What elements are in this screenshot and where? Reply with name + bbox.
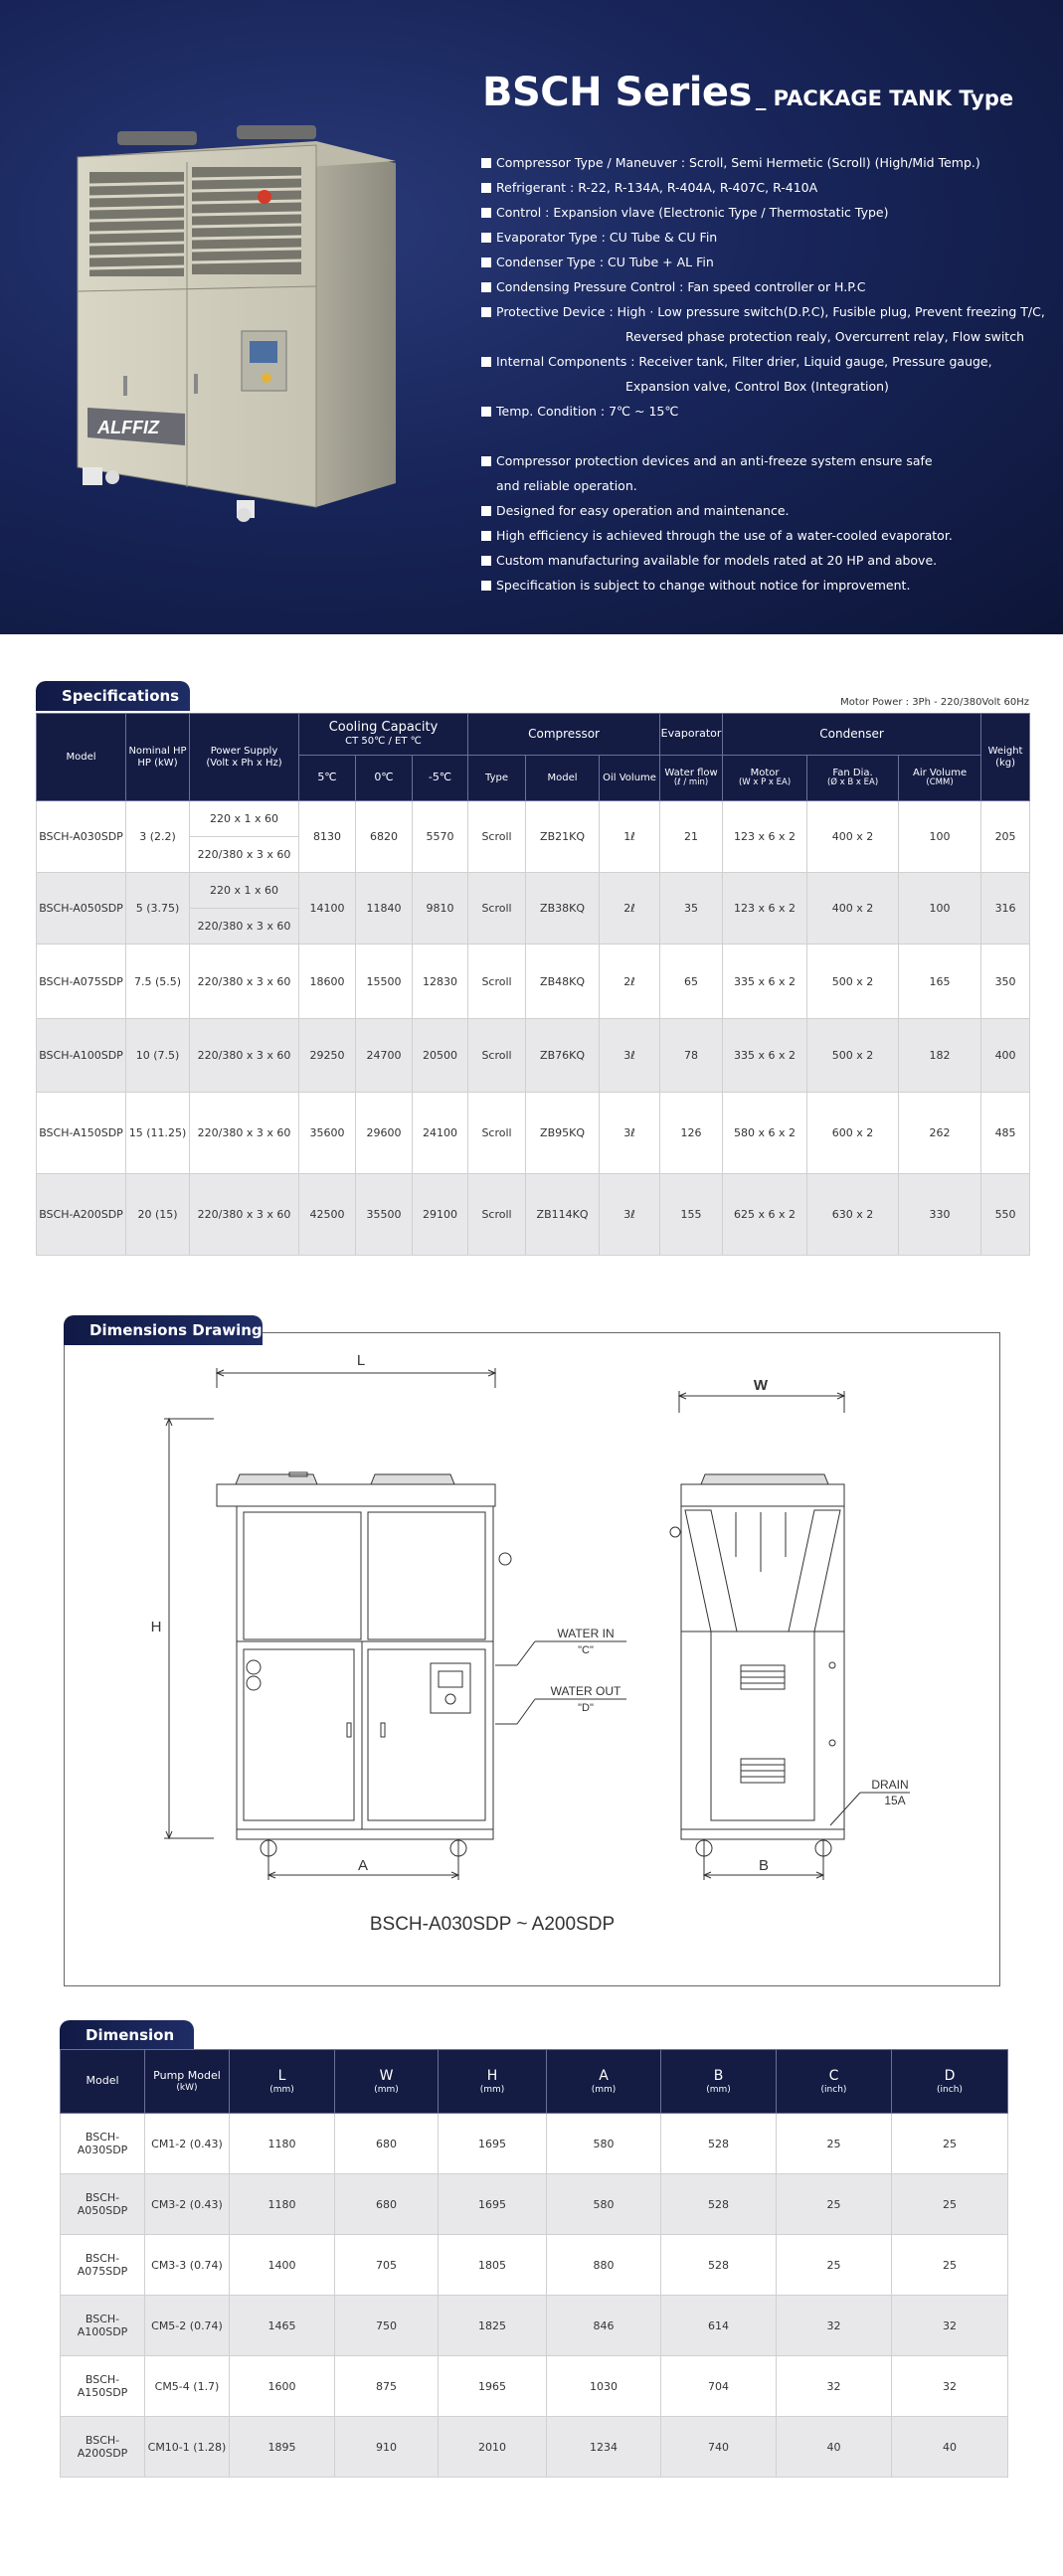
dimension-table [60, 2049, 1008, 2478]
table-cell: Scroll [468, 1174, 526, 1256]
table-cell: 25 [777, 2174, 892, 2235]
table-cell: ZB21KQ [526, 801, 600, 873]
table-cell: Scroll [468, 1093, 526, 1174]
table-cell: 1805 [439, 2235, 547, 2296]
feature-item: Condenser Type : CU Tube + AL Fin [480, 250, 1037, 274]
table-cell: 1825 [439, 2296, 547, 2356]
table-cell: 1695 [439, 2174, 547, 2235]
note-item: High efficiency is achieved through the use of a water-cooled evaporator. [480, 523, 1037, 548]
table-cell: 704 [661, 2356, 777, 2417]
col-air: Air Volume (CMM) [899, 756, 981, 801]
col-model: Model [37, 714, 126, 801]
table-cell: ZB38KQ [526, 873, 600, 945]
table-cell: CM5-4 (1.7) [145, 2356, 230, 2417]
col-motor: Motor (W x P x EA) [723, 756, 807, 801]
table-cell: 740 [661, 2417, 777, 2478]
water-out-code: "D" [578, 1702, 594, 1714]
dim-label-l: L [356, 1352, 366, 1369]
table-cell: ZB76KQ [526, 1019, 600, 1093]
table-cell: BSCH-A050SDP [61, 2174, 145, 2235]
table-cell: BSCH-A075SDP [37, 945, 126, 1019]
table-cell: 705 [335, 2235, 439, 2296]
table-cell: 5 (3.75) [126, 873, 190, 945]
table-cell: 123 x 6 x 2 [723, 873, 807, 945]
table-cell: 6820 [356, 801, 413, 873]
col-minus5c: -5℃ [413, 756, 468, 801]
table-cell: Scroll [468, 873, 526, 945]
table-cell: 8130 [299, 801, 356, 873]
table-cell: 123 x 6 x 2 [723, 801, 807, 873]
table-cell: 910 [335, 2417, 439, 2478]
col-water-flow: Water flow (ℓ / min) [660, 756, 723, 801]
col-comp-model: Model [526, 756, 600, 801]
table-cell: 350 [981, 945, 1030, 1019]
table-cell: 220 x 1 x 60 [190, 873, 299, 909]
table-cell: 220/380 x 3 x 60 [190, 909, 299, 945]
table-cell: 25 [892, 2114, 1008, 2174]
table-cell: 3ℓ [600, 1093, 660, 1174]
table-cell: 15 (11.25) [126, 1093, 190, 1174]
feature-list [480, 150, 1045, 598]
table-cell: CM3-2 (0.43) [145, 2174, 230, 2235]
table-cell: 1895 [230, 2417, 335, 2478]
col-model: Model [61, 2050, 145, 2114]
feature-item: Refrigerant : R-22, R-134A, R-404A, R-407C, R-410A [480, 175, 1037, 200]
table-cell: 29100 [413, 1174, 468, 1256]
table-cell: 155 [660, 1174, 723, 1256]
note-item: Custom manufacturing available for models rated at 20 HP and above. [480, 548, 1037, 573]
dim-label-b: B [758, 1857, 770, 1874]
dimension-tab: Dimension [60, 2020, 194, 2050]
table-cell: 1400 [230, 2235, 335, 2296]
dimensions-drawing-tab: Dimensions Drawing [64, 1315, 263, 1345]
table-cell: 12830 [413, 945, 468, 1019]
table-cell: Scroll [468, 801, 526, 873]
note-item: Compressor protection devices and an anti-freeze system ensure safe [480, 448, 1037, 473]
motor-power-note: Motor Power : 3Ph - 220/380Volt 60Hz [840, 697, 1029, 708]
table-cell: 528 [661, 2174, 777, 2235]
table-cell: CM1-2 (0.43) [145, 2114, 230, 2174]
table-cell: 220/380 x 3 x 60 [190, 1019, 299, 1093]
drain-size: 15A [884, 1794, 906, 1807]
table-cell: 875 [335, 2356, 439, 2417]
table-cell: 65 [660, 945, 723, 1019]
feature-item-continued: Expansion valve, Control Box (Integration) [625, 379, 889, 394]
brand-logo: ALFFIZ [97, 418, 159, 437]
table-cell: 1180 [230, 2114, 335, 2174]
table-cell: 528 [661, 2235, 777, 2296]
table-row [61, 2114, 1008, 2174]
table-cell: 32 [892, 2356, 1008, 2417]
col-5c: 5℃ [299, 756, 356, 801]
table-cell: 205 [981, 801, 1030, 873]
table-cell: 485 [981, 1093, 1030, 1174]
table-row [61, 2235, 1008, 2296]
col-condenser: Condenser [723, 714, 981, 756]
table-cell: 580 x 6 x 2 [723, 1093, 807, 1174]
table-cell: 220/380 x 3 x 60 [190, 1093, 299, 1174]
table-cell: 29600 [356, 1093, 413, 1174]
dim-label-w: W [753, 1377, 769, 1394]
col-hp: Nominal HP HP (kW) [126, 714, 190, 801]
table-cell: 528 [661, 2114, 777, 2174]
table-cell: 1600 [230, 2356, 335, 2417]
table-cell: 10 (7.5) [126, 1019, 190, 1093]
feature-item: Condensing Pressure Control : Fan speed controller or H.P.C [480, 274, 1037, 299]
table-cell: 1ℓ [600, 801, 660, 873]
table-cell: 500 x 2 [807, 1019, 899, 1093]
table-cell: 182 [899, 1019, 981, 1093]
table-cell: 400 x 2 [807, 801, 899, 873]
table-cell: 2ℓ [600, 945, 660, 1019]
table-cell: CM10-1 (1.28) [145, 2417, 230, 2478]
col-w: W (mm) [335, 2050, 439, 2114]
table-cell: 78 [660, 1019, 723, 1093]
table-cell: 680 [335, 2174, 439, 2235]
table-cell: 21 [660, 801, 723, 873]
table-cell: 25 [892, 2235, 1008, 2296]
table-row [61, 2417, 1008, 2478]
col-weight: Weight (kg) [981, 714, 1030, 801]
feature-item: Evaporator Type : CU Tube & CU Fin [480, 225, 1037, 250]
table-cell: 5570 [413, 801, 468, 873]
table-cell: 1695 [439, 2114, 547, 2174]
table-cell: 100 [899, 873, 981, 945]
table-cell: 1180 [230, 2174, 335, 2235]
table-cell: 35500 [356, 1174, 413, 1256]
table-cell: 42500 [299, 1174, 356, 1256]
table-cell: 3ℓ [600, 1174, 660, 1256]
table-cell: 165 [899, 945, 981, 1019]
col-fan: Fan Dia. (Ø x B x EA) [807, 756, 899, 801]
table-cell: BSCH-A150SDP [37, 1093, 126, 1174]
chiller-unit-image [68, 117, 416, 535]
table-cell: 220/380 x 3 x 60 [190, 1174, 299, 1256]
table-cell: 680 [335, 2114, 439, 2174]
table-cell: 32 [777, 2296, 892, 2356]
table-cell: 400 x 2 [807, 873, 899, 945]
table-cell: 2010 [439, 2417, 547, 2478]
table-cell: 40 [777, 2417, 892, 2478]
hero-banner [0, 0, 1063, 634]
table-cell: 1030 [547, 2356, 661, 2417]
table-cell: 2ℓ [600, 873, 660, 945]
water-in-code: "C" [578, 1644, 594, 1656]
note-item: Specification is subject to change without notice for improvement. [480, 573, 1037, 598]
table-cell: 25 [892, 2174, 1008, 2235]
table-cell: 9810 [413, 873, 468, 945]
table-cell: 35 [660, 873, 723, 945]
table-cell: 32 [892, 2296, 1008, 2356]
col-b: B (mm) [661, 2050, 777, 2114]
dimensions-drawing-frame [64, 1332, 1000, 1986]
col-type: Type [468, 756, 526, 801]
table-cell: BSCH-A030SDP [37, 801, 126, 873]
table-cell: 400 [981, 1019, 1030, 1093]
page-title: BSCH Series _ PACKAGE TANK Type [482, 70, 1014, 115]
table-cell: 3 (2.2) [126, 801, 190, 873]
table-cell: 500 x 2 [807, 945, 899, 1019]
table-cell: 880 [547, 2235, 661, 2296]
table-cell: Scroll [468, 945, 526, 1019]
table-cell: 262 [899, 1093, 981, 1174]
table-cell: 126 [660, 1093, 723, 1174]
table-cell: 846 [547, 2296, 661, 2356]
table-row [61, 2174, 1008, 2235]
col-oil: Oil Volume [600, 756, 660, 801]
table-cell: ZB114KQ [526, 1174, 600, 1256]
table-cell: BSCH-A075SDP [61, 2235, 145, 2296]
col-0c: 0℃ [356, 756, 413, 801]
table-cell: 600 x 2 [807, 1093, 899, 1174]
table-cell: 25 [777, 2114, 892, 2174]
table-cell: Scroll [468, 1019, 526, 1093]
table-cell: 35600 [299, 1093, 356, 1174]
table-cell: 29250 [299, 1019, 356, 1093]
col-l: L (mm) [230, 2050, 335, 2114]
dim-label-a: A [357, 1857, 369, 1874]
col-a: A (mm) [547, 2050, 661, 2114]
table-cell: CM5-2 (0.74) [145, 2296, 230, 2356]
table-cell: 614 [661, 2296, 777, 2356]
table-cell: BSCH-A200SDP [61, 2417, 145, 2478]
note-item-continued: and reliable operation. [496, 478, 637, 493]
specifications-table [36, 713, 1030, 1256]
table-cell: 3ℓ [600, 1019, 660, 1093]
table-cell: 625 x 6 x 2 [723, 1174, 807, 1256]
feature-item: Compressor Type / Maneuver : Scroll, Semi Hermetic (Scroll) (High/Mid Temp.) [480, 150, 1037, 175]
table-cell: 220/380 x 3 x 60 [190, 945, 299, 1019]
col-cooling: Cooling Capacity CT 50℃ / ET ℃ [299, 714, 468, 756]
col-pump-model: Pump Model (kW) [145, 2050, 230, 2114]
col-c: C (inch) [777, 2050, 892, 2114]
table-cell: 330 [899, 1174, 981, 1256]
table-cell: 220 x 1 x 60 [190, 801, 299, 837]
drawing-caption: BSCH-A030SDP ~ A200SDP [369, 1914, 616, 1935]
table-cell: 580 [547, 2174, 661, 2235]
col-d: D (inch) [892, 2050, 1008, 2114]
table-cell: 630 x 2 [807, 1174, 899, 1256]
table-cell: 335 x 6 x 2 [723, 945, 807, 1019]
table-cell: 316 [981, 873, 1030, 945]
table-row [61, 2356, 1008, 2417]
table-cell: 550 [981, 1174, 1030, 1256]
table-cell: 220/380 x 3 x 60 [190, 837, 299, 873]
table-cell: 11840 [356, 873, 413, 945]
table-cell: 40 [892, 2417, 1008, 2478]
col-evaporator: Evaporator [660, 714, 723, 756]
table-cell: CM3-3 (0.74) [145, 2235, 230, 2296]
table-cell: BSCH-A200SDP [37, 1174, 126, 1256]
table-cell: 25 [777, 2235, 892, 2296]
drain-label: DRAIN [871, 1778, 909, 1792]
table-cell: 750 [335, 2296, 439, 2356]
feature-item: Protective Device : High · Low pressure switch(D.P.C), Fusible plug, Prevent freezing T/C, [480, 299, 1037, 324]
table-cell: BSCH-A150SDP [61, 2356, 145, 2417]
table-cell: 24700 [356, 1019, 413, 1093]
specifications-tab: Specifications [36, 681, 190, 711]
col-compressor: Compressor [468, 714, 660, 756]
feature-item-continued: Reversed phase protection realy, Overcurrent relay, Flow switch [625, 329, 1025, 344]
water-out-label: WATER OUT [550, 1684, 621, 1698]
table-cell: 100 [899, 801, 981, 873]
feature-item: Control : Expansion vlave (Electronic Type / Thermostatic Type) [480, 200, 1037, 225]
table-row [61, 2296, 1008, 2356]
dimensions-drawing [65, 1333, 999, 1985]
table-cell: 15500 [356, 945, 413, 1019]
note-item: Designed for easy operation and maintenance. [480, 498, 1037, 523]
table-cell: 20500 [413, 1019, 468, 1093]
col-power: Power Supply (Volt x Ph x Hz) [190, 714, 299, 801]
feature-item: Temp. Condition : 7℃ ~ 15℃ [480, 399, 1037, 424]
table-cell: 1465 [230, 2296, 335, 2356]
feature-item: Internal Components : Receiver tank, Filter drier, Liquid gauge, Pressure gauge, [480, 349, 1037, 374]
table-cell: 1965 [439, 2356, 547, 2417]
table-cell: BSCH-A050SDP [37, 873, 126, 945]
table-cell: BSCH-A100SDP [61, 2296, 145, 2356]
table-cell: 580 [547, 2114, 661, 2174]
table-cell: 32 [777, 2356, 892, 2417]
table-cell: ZB48KQ [526, 945, 600, 1019]
col-h: H (mm) [439, 2050, 547, 2114]
table-cell: BSCH-A100SDP [37, 1019, 126, 1093]
dim-label-h: H [150, 1619, 162, 1635]
table-cell: 335 x 6 x 2 [723, 1019, 807, 1093]
table-cell: 24100 [413, 1093, 468, 1174]
table-cell: BSCH-A030SDP [61, 2114, 145, 2174]
table-cell: 7.5 (5.5) [126, 945, 190, 1019]
table-cell: 20 (15) [126, 1174, 190, 1256]
table-cell: ZB95KQ [526, 1093, 600, 1174]
table-cell: 14100 [299, 873, 356, 945]
water-in-label: WATER IN [557, 1627, 615, 1640]
table-cell: 1234 [547, 2417, 661, 2478]
table-cell: 18600 [299, 945, 356, 1019]
